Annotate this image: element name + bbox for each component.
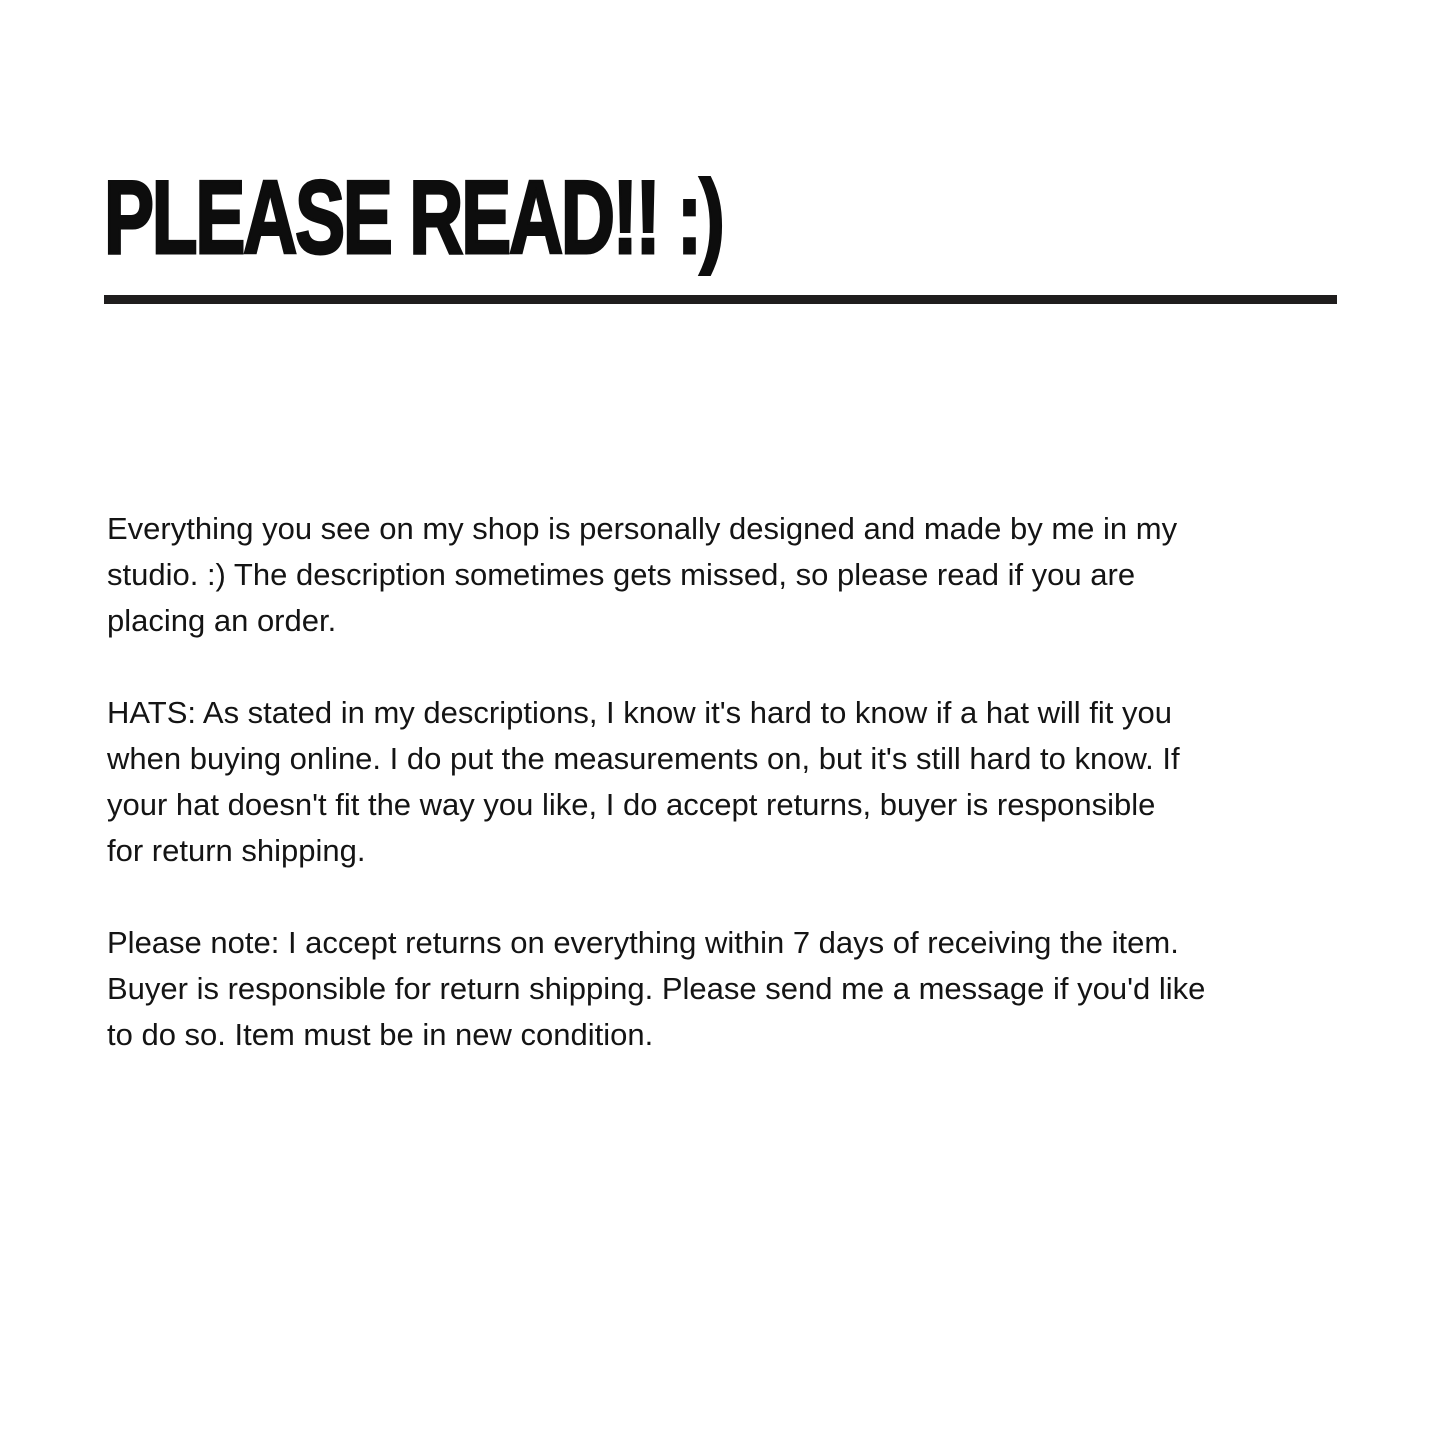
- page-title: PLEASE READ!! :): [104, 160, 723, 276]
- paragraph-line: Everything you see on my shop is personally designed and made by me in my: [107, 511, 1178, 546]
- notice-body: [107, 506, 1357, 1058]
- returns-paragraph: [107, 920, 1357, 1058]
- title-divider: [104, 295, 1337, 304]
- paragraph-line: your hat doesn't fit the way you like, I do accept returns, buyer is responsible: [107, 787, 1156, 822]
- intro-paragraph: [107, 506, 1357, 644]
- paragraph-line: placing an order.: [107, 603, 337, 638]
- paragraph-line: for return shipping.: [107, 833, 366, 868]
- paragraph-line: studio. :) The description sometimes gets missed, so please read if you are: [107, 557, 1136, 592]
- paragraph-line: Please note: I accept returns on everything within 7 days of receiving the item.: [107, 925, 1179, 960]
- paragraph-line: Buyer is responsible for return shipping. Please send me a message if you'd like: [107, 971, 1206, 1006]
- hats-paragraph: [107, 690, 1357, 874]
- paragraph-line: to do so. Item must be in new condition.: [107, 1017, 654, 1052]
- paragraph-line: when buying online. I do put the measurements on, but it's still hard to know. If: [107, 741, 1180, 776]
- paragraph-line: HATS: As stated in my descriptions, I know it's hard to know if a hat will fit you: [107, 695, 1172, 730]
